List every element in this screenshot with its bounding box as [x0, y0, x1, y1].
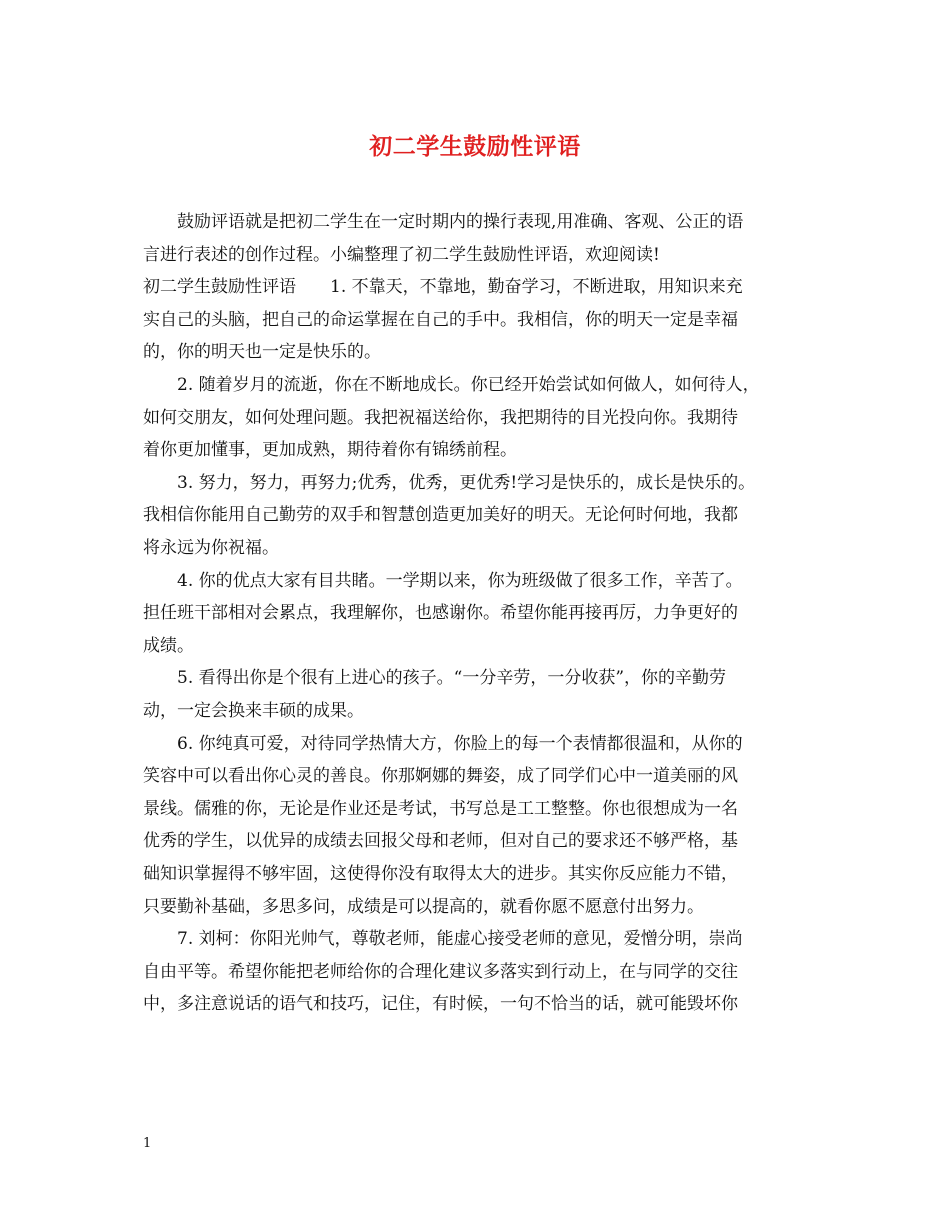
- page-number: 1: [143, 1136, 152, 1151]
- body-line: 我相信你能用自己勤劳的双手和智慧创造更加美好的明天。无论何时何地，我都: [143, 505, 738, 525]
- body-line: 笑容中可以看出你心灵的善良。你那婀娜的舞姿，成了同学们心中一道美丽的风: [143, 766, 738, 786]
- body-line: 2. 随着岁月的流逝，你在不断地成长。你已经开始尝试如何做人，如何待人，: [143, 375, 760, 395]
- body-line: 着你更加懂事，更加成熟，期待着你有锦绣前程。: [143, 440, 517, 460]
- body-line: 景线。儒雅的你，无论是作业还是考试，书写总是工工整整。你也很想成为一名: [143, 799, 738, 819]
- body-line: 只要勤补基础，多思多问，成绩是可以提高的，就看你愿不愿意付出努力。: [143, 897, 704, 917]
- body-line: 优秀的学生，以优异的成绩去回报父母和老师，但对自己的要求还不够严格，基: [143, 831, 738, 851]
- body-line: 自由平等。希望你能把老师给你的合理化建议多落实到行动上，在与同学的交往: [143, 962, 738, 982]
- body-line: 担任班干部相对会累点，我理解你，也感谢你。希望你能再接再厉，力争更好的: [143, 603, 738, 623]
- body-line: 4. 你的优点大家有目共睹。一学期以来，你为班级做了很多工作，辛苦了。: [143, 571, 743, 591]
- body-line: 6. 你纯真可爱，对待同学热情大方，你脸上的每一个表情都很温和，从你的: [143, 734, 743, 754]
- body-line: 鼓励评语就是把初二学生在一定时期内的操行表现,用准确、客观、公正的语: [143, 212, 744, 232]
- body-line: 初二学生鼓励性评语 1. 不靠天，不靠地，勤奋学习，不断进取，用知识来充: [143, 277, 743, 297]
- body-line: 的，你的明天也一定是快乐的。: [143, 342, 381, 362]
- body-line: 动，一定会换来丰硕的成果。: [143, 701, 364, 721]
- body-line: 实自己的头脑，把自己的命运掌握在自己的手中。我相信，你的明天一定是幸福: [143, 310, 738, 330]
- body-line: 成绩。: [143, 636, 194, 656]
- body-line: 将永远为你祝福。: [143, 538, 279, 558]
- body-line: 如何交朋友，如何处理问题。我把祝福送给你，我把期待的目光投向你。我期待: [143, 408, 738, 428]
- document-title: 初二学生鼓励性评语: [369, 133, 581, 160]
- body-line: 础知识掌握得不够牢固，这使得你没有取得太大的进步。其实你反应能力不错，: [143, 864, 738, 884]
- body-line: 3. 努力，努力，再努力;优秀，优秀，更优秀!学习是快乐的，成长是快乐的。: [143, 473, 756, 493]
- body-line: 7. 刘柯：你阳光帅气，尊敬老师，能虚心接受老师的意见，爱憎分明，崇尚: [143, 929, 743, 949]
- body-line: 言进行表述的创作过程。小编整理了初二学生鼓励性评语，欢迎阅读!: [143, 245, 660, 265]
- body-line: 中，多注意说话的语气和技巧，记住，有时候，一句不恰当的话，就可能毁坏你: [143, 994, 738, 1014]
- body-line: 5. 看得出你是个很有上进心的孩子。“一分辛劳，一分收获”，你的辛勤劳: [143, 668, 727, 688]
